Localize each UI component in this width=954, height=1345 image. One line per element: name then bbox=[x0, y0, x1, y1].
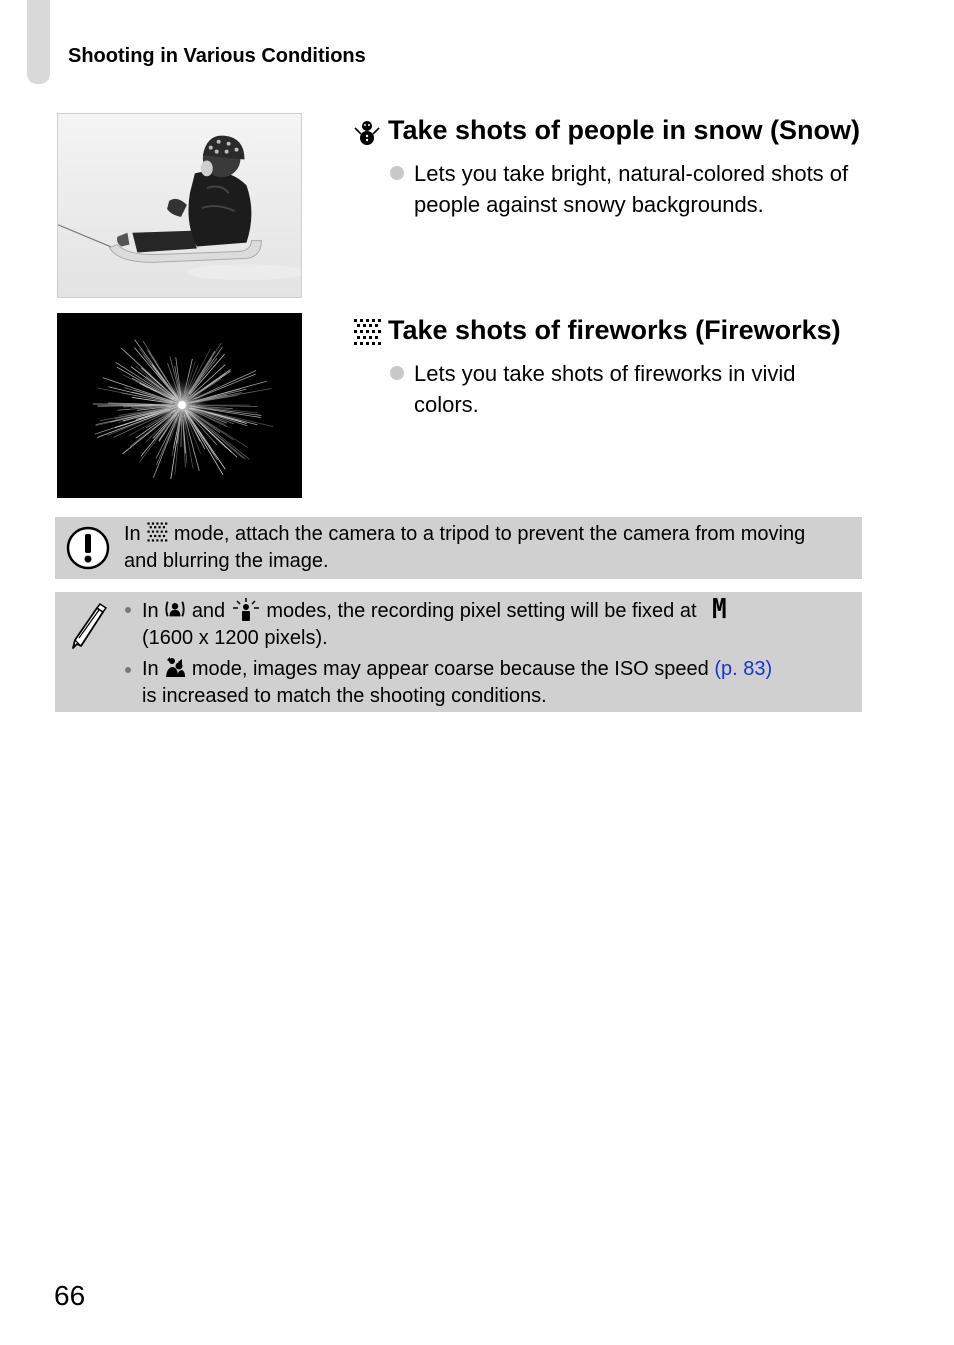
people-group-icon bbox=[164, 598, 186, 620]
fireworks-heading bbox=[352, 313, 872, 348]
snow-heading-text: Take shots of people in snow (Snow) bbox=[388, 115, 861, 145]
pixel-size-symbol: M bbox=[712, 592, 727, 626]
snowman-icon bbox=[352, 117, 382, 147]
memo-note bbox=[55, 592, 862, 712]
memo-list bbox=[123, 592, 858, 714]
page-number: 66 bbox=[54, 1280, 86, 1311]
memo-text: mode, images may appear coarse because the ISO speed bbox=[191, 658, 709, 680]
snow-heading bbox=[352, 113, 872, 148]
fireworks-icon bbox=[352, 317, 382, 347]
list-item bbox=[123, 592, 858, 652]
list-item bbox=[123, 656, 858, 710]
bullet-icon bbox=[125, 667, 131, 673]
caution-text bbox=[124, 521, 844, 575]
bullet-icon bbox=[390, 166, 404, 180]
caution-icon bbox=[65, 525, 111, 571]
kids-pets-icon bbox=[164, 656, 186, 678]
memo-text: and bbox=[191, 600, 226, 622]
memo-text: In bbox=[142, 658, 159, 680]
pencil-icon bbox=[67, 600, 107, 650]
memo-text: modes, the recording pixel setting will be fixed at bbox=[266, 600, 697, 622]
snow-photo bbox=[57, 113, 302, 298]
snow-description bbox=[352, 158, 862, 220]
snow-description-text: Lets you take bright, natural-colored shots of people against snowy backgrounds. bbox=[414, 161, 849, 217]
caution-note bbox=[55, 517, 862, 579]
memo-text: (1600 x 1200 pixels). bbox=[142, 627, 328, 649]
fireworks-photo bbox=[57, 313, 302, 498]
caution-text-before: In bbox=[124, 523, 141, 545]
snow-section bbox=[352, 113, 872, 220]
caution-text-after: mode, attach the camera to a tripod to prevent the camera from moving and blurring the image. bbox=[124, 523, 806, 572]
chapter-tab bbox=[27, 0, 50, 84]
memo-text: In bbox=[142, 600, 159, 622]
fireworks-description bbox=[352, 358, 862, 420]
snow-mode-icon bbox=[231, 598, 261, 622]
page-header-title: Shooting in Various Conditions bbox=[68, 45, 366, 67]
fireworks-section bbox=[352, 313, 872, 420]
fireworks-description-text: Lets you take shots of fireworks in vivid colors. bbox=[414, 361, 796, 417]
bullet-icon bbox=[390, 366, 404, 380]
page-reference-link[interactable]: (p. 83) bbox=[714, 658, 773, 680]
bullet-icon bbox=[125, 607, 131, 613]
fireworks-icon bbox=[146, 521, 168, 543]
fireworks-heading-text: Take shots of fireworks (Fireworks) bbox=[388, 315, 841, 345]
memo-text: is increased to match the shooting conditions. bbox=[142, 685, 547, 707]
